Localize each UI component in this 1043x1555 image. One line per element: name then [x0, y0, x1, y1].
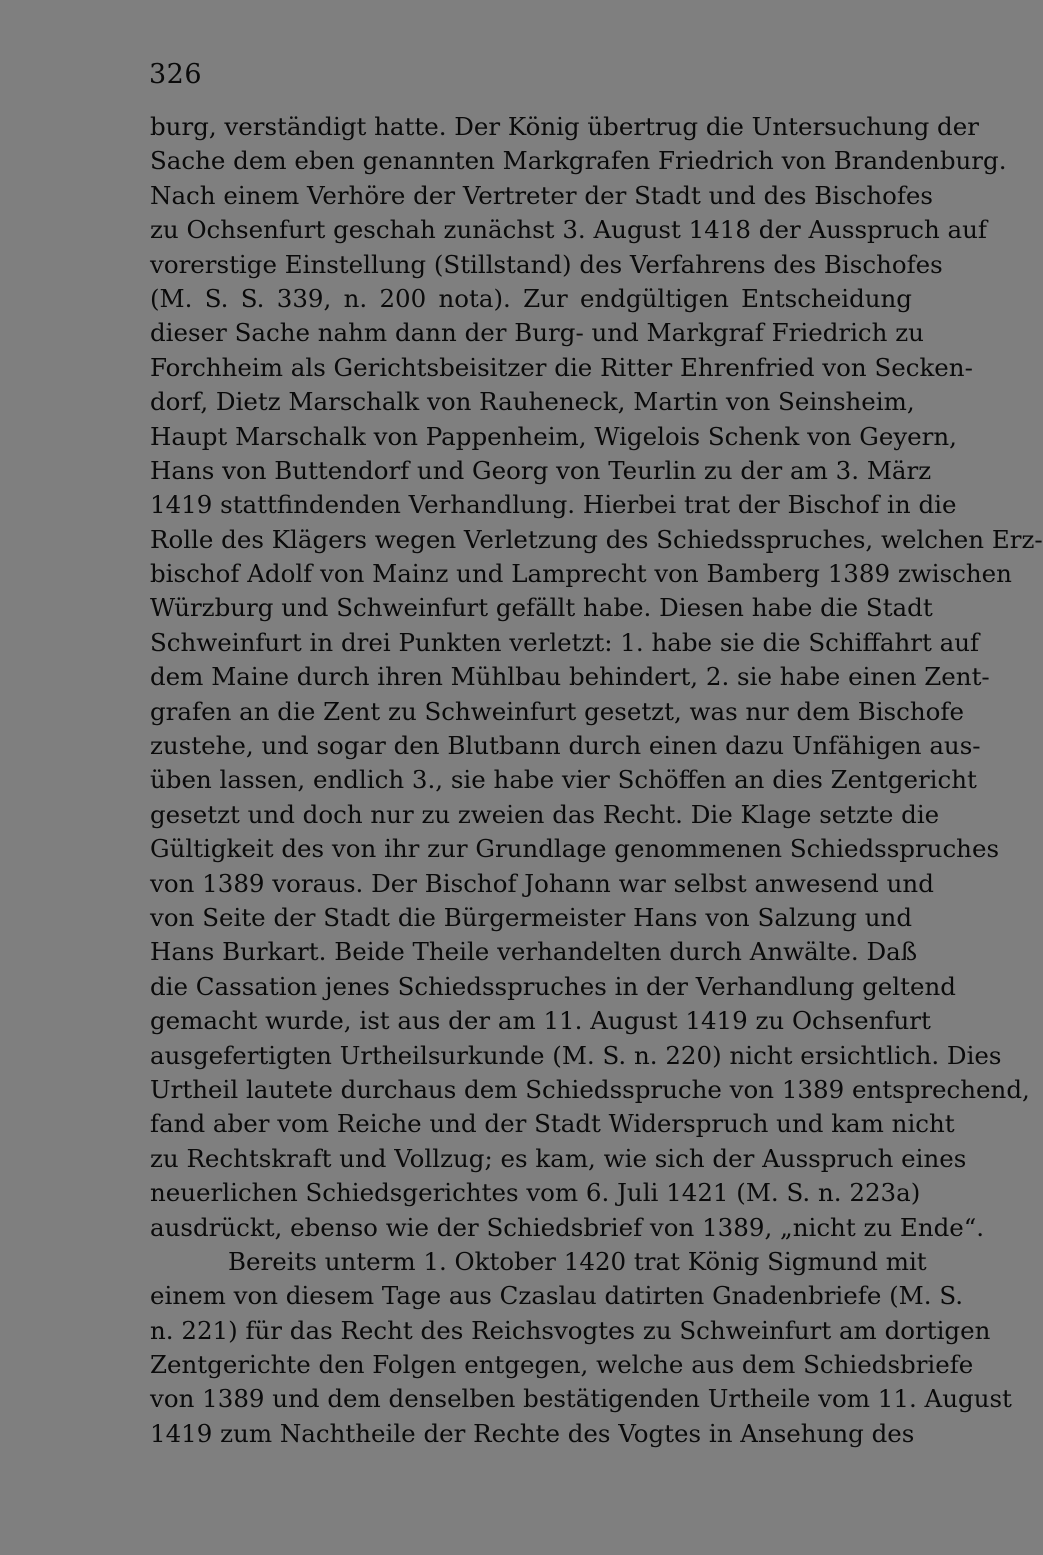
text-line: fand aber vom Reiche und der Stadt Widerspruch und kam nicht: [150, 1109, 955, 1139]
text-line: die Cassation jenes Schiedsspruches in der Verhandlung geltend: [150, 971, 956, 1001]
text-line: Forchheim als Gerichtsbeisitzer die Ritter Ehrenfried von Secken-: [150, 352, 973, 382]
text-line-paragraph-start: Bereits unterm 1. Oktober 1420 trat König Sigmund mit: [228, 1246, 927, 1276]
text-line: Hans Burkart. Beide Theile verhandelten durch Anwälte. Daß: [150, 937, 918, 967]
text-line: dieser Sache nahm dann der Burg- und Markgraf Friedrich zu: [150, 318, 924, 348]
text-line: von Seite der Stadt die Bürgermeister Hans von Salzung und: [150, 902, 912, 932]
text-line: neuerlichen Schiedsgerichtes vom 6. Juli 1421 (M. S. n. 223a): [150, 1178, 921, 1208]
text-line: Nach einem Verhöre der Vertreter der Stadt und des Bischofes: [150, 180, 933, 210]
text-line: Schweinfurt in drei Punkten verletzt: 1. habe sie die Schiffahrt auf: [150, 627, 980, 657]
text-line: ausgefertigten Urtheilsurkunde (M. S. n. 220) nicht ersichtlich. Dies: [150, 1040, 1002, 1070]
page-number: 326: [149, 59, 203, 90]
text-line: Zentgerichte den Folgen entgegen, welche aus dem Schiedsbriefe: [150, 1350, 974, 1380]
text-line: Haupt Marschalk von Pappenheim, Wigelois Schenk von Geyern,: [150, 421, 957, 451]
text-line: grafen an die Zent zu Schweinfurt gesetzt, was nur dem Bischofe: [150, 696, 964, 726]
text-line: Hans von Buttendorf und Georg von Teurlin zu der am 3. März: [150, 455, 932, 485]
text-line: zu Ochsenfurt geschah zunächst 3. August 1418 der Ausspruch auf: [150, 215, 987, 245]
text-line: gesetzt und doch nur zu zweien das Recht. Die Klage setzte die: [150, 799, 940, 829]
text-line: 1419 stattfindenden Verhandlung. Hierbei trat der Bischof in die: [150, 490, 957, 520]
text-line: dorf, Dietz Marschalk von Rauheneck, Martin von Seinsheim,: [150, 387, 915, 417]
text-line: n. 221) für das Recht des Reichsvogtes zu Schweinfurt am dortigen: [150, 1315, 991, 1345]
text-line: (M. S. S. 339, n. 200 nota). Zur endgültigen Entscheidung: [150, 283, 912, 313]
text-line: von 1389 voraus. Der Bischof Johann war selbst anwesend und: [150, 868, 934, 898]
text-line: von 1389 und dem denselben bestätigenden Urtheile vom 11. August: [150, 1384, 1012, 1414]
text-line: burg, verständigt hatte. Der König übertrug die Untersuchung der: [150, 112, 979, 141]
text-line: üben lassen, endlich 3., sie habe vier Schöffen an dies Zentgericht: [150, 765, 977, 795]
text-line: dem Maine durch ihren Mühlbau behindert, 2. sie habe einen Zent-: [150, 662, 990, 692]
text-line: Urtheil lautete durchaus dem Schiedsspruche von 1389 entsprechend,: [150, 1074, 1030, 1104]
body-text: [150, 110, 1043, 1451]
text-line: einem von diesem Tage aus Czaslau datirten Gnadenbriefe (M. S.: [150, 1281, 964, 1311]
text-line: zustehe, und sogar den Blutbann durch einen dazu Unfähigen aus-: [150, 731, 981, 761]
text-line: Sache dem eben genannten Markgrafen Friedrich von Brandenburg.: [150, 146, 1007, 176]
text-line: bischof Adolf von Mainz und Lamprecht von Bamberg 1389 zwischen: [150, 559, 1012, 589]
text-line: Rolle des Klägers wegen Verletzung des Schiedsspruches, welchen Erz-: [150, 524, 1043, 554]
text-line: ausdrückt, ebenso wie der Schiedsbrief von 1389, „nicht zu Ende“.: [150, 1212, 985, 1242]
text-line: 1419 zum Nachtheile der Rechte des Vogtes in Ansehung des: [150, 1418, 915, 1448]
text-line: Würzburg und Schweinfurt gefällt habe. Diesen habe die Stadt: [150, 593, 933, 623]
text-line: Gültigkeit des von ihr zur Grundlage genommenen Schiedsspruches: [150, 834, 1000, 864]
text-line: zu Rechtskraft und Vollzug; es kam, wie sich der Ausspruch eines: [150, 1143, 967, 1173]
text-line: vorerstige Einstellung (Stillstand) des Verfahrens des Bischofes: [150, 249, 943, 279]
text-line: gemacht wurde, ist aus der am 11. August 1419 zu Ochsenfurt: [150, 1006, 931, 1036]
